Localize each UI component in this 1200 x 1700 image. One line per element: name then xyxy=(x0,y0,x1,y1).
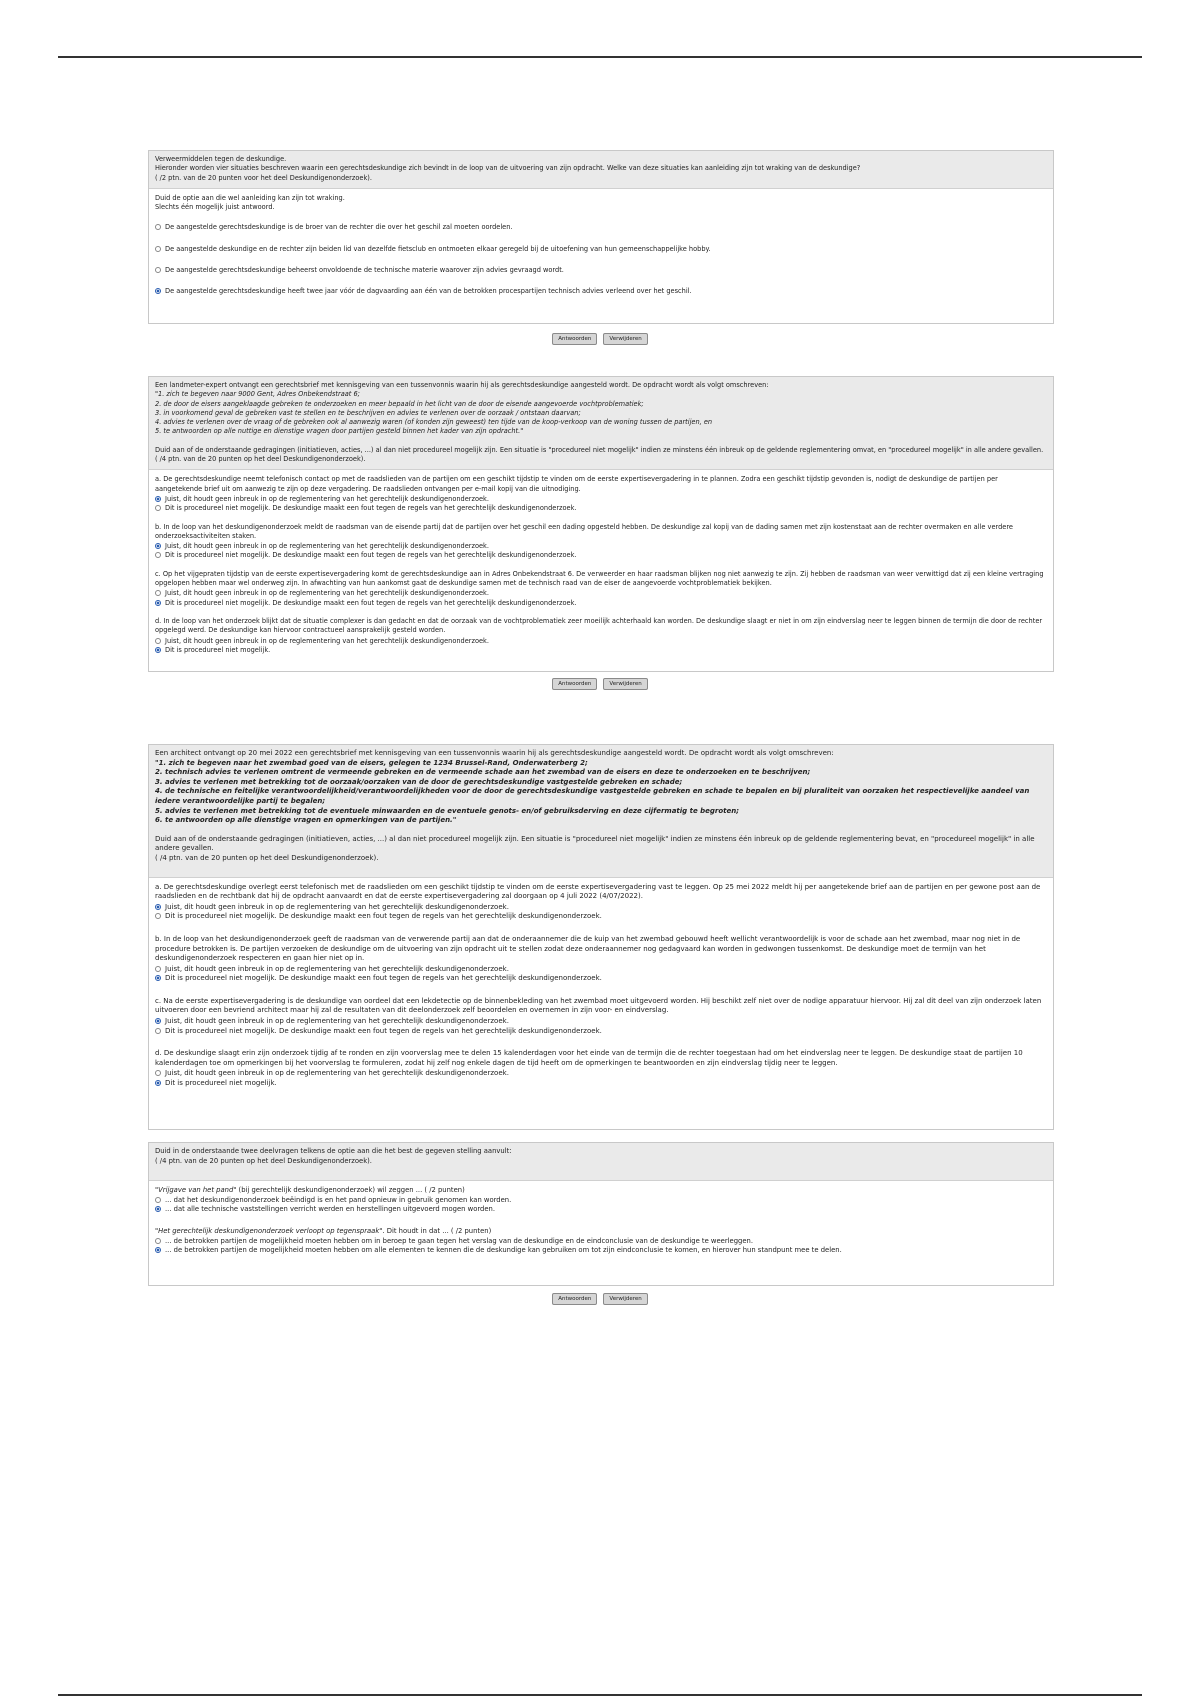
sub-question-d xyxy=(155,1049,1047,1088)
option-label: Juist, dit houdt geen inbreuk in op de reglementering van het gerechtelijk deskundigenonderzoek. xyxy=(165,1017,509,1026)
question-2-header xyxy=(149,377,1053,470)
question-1-option-c[interactable] xyxy=(155,266,1047,275)
option-label: De aangestelde deskundige en de rechter zijn beiden lid van dezelfde fietsclub en ontmoeten elkaar geregeld bij de uitoefening van hun gemeenschappelijke hobby. xyxy=(165,244,711,253)
radio-icon[interactable] xyxy=(155,913,161,919)
answer-button[interactable]: Antwoorden xyxy=(552,1293,597,1305)
mission-item: 3. advies te verlenen met betrekking tot de oorzaak/oorzaken van de door de gerechtsdeskundige vastgestelde gebreken en schade; xyxy=(155,777,683,786)
question-1-buttons xyxy=(148,333,1052,345)
question-1-body xyxy=(149,189,1053,303)
option-label: De aangestelde gerechtsdeskundige heeft twee jaar vóór de dagvaarding aan één van de betrokken procespartijen technisch advies verleend over het geschil. xyxy=(165,287,692,296)
radio-icon[interactable] xyxy=(155,224,161,230)
sub-question-text: b. In de loop van het deskundigenonderzoek meldt de raadsman van de eisende partij dat de partijen over het geschil een dading opgesteld hebben. De deskundige zal kopij van de dading samen met zijn kostenstaat aan de rechter overmaken en alle verdere onderzoeksactiviteiten staken. xyxy=(155,522,1013,540)
question-1-text: Hieronder worden vier situaties beschreven waarin een gerechtsdeskundige zich bevindt in de loop van de uitvoering van zijn opdracht. Welke van deze situaties kan aanleiding zijn tot wraking van de deskundige? xyxy=(155,164,861,173)
radio-selected-icon[interactable] xyxy=(155,1247,161,1253)
option-label: Dit is procedureel niet mogelijk. xyxy=(165,1079,277,1088)
option-label: De aangestelde gerechtsdeskundige beheerst onvoldoende de technische materie waarover zijn advies gevraagd wordt. xyxy=(165,266,564,275)
radio-icon[interactable] xyxy=(155,1070,161,1076)
radio-icon[interactable] xyxy=(155,246,161,252)
mission-item: "1. zich te begeven naar het zwembad goed van de eisers, gelegen te 1234 Brussel-Rand, Onderwaterberg 2; xyxy=(155,758,588,767)
question-1-instruction: Duid de optie aan die wel aanleiding kan zijn tot wraking. xyxy=(155,193,345,202)
option-label: Dit is procedureel niet mogelijk. De deskundige maakt een fout tegen de regels van het gerechtelijk deskundigenonderzoek. xyxy=(165,912,602,921)
sub-question-2-title xyxy=(155,1227,1047,1237)
question-3-header xyxy=(149,745,1053,878)
mission-item: 2. technisch advies te verlenen omtrent de vermeende gebreken en de vermeende schade aan het zwembad van de eisers en deze te onderzoeken en te beschrijven; xyxy=(155,768,811,777)
mission-item: 3. in voorkomend geval de gebreken vast te stellen en te beschrijven en advies te verlenen over de oorzaak / ontstaan daarvan; xyxy=(155,408,581,417)
radio-icon[interactable] xyxy=(155,638,161,644)
radio-selected-icon[interactable] xyxy=(155,543,161,549)
option-label: De aangestelde gerechtsdeskundige is de broer van de rechter die over het geschil zal moeten oordelen. xyxy=(165,223,513,232)
question-4-header xyxy=(149,1143,1053,1181)
question-3-panel xyxy=(148,744,1054,1130)
mission-item: "1. zich te begeven naar 9000 Gent, Adres Onbekendstraat 6; xyxy=(155,390,360,399)
option-yes[interactable] xyxy=(155,965,1047,975)
sub-question-2-quote: "Het gerechtelijk deskundigenonderzoek verloopt op tegenspraak" xyxy=(155,1226,383,1235)
option-label: Juist, dit houdt geen inbreuk in op de reglementering van het gerechtelijk deskundigenonderzoek. xyxy=(165,964,509,973)
sub-question-text: d. In de loop van het onderzoek blijkt dat de situatie complexer is dan gedacht en dat de oorzaak van de vochtproblematiek zeer moeilijk achterhaald kan worden. De deskundige slaagt er niet in om zijn eindverslag neer te leggen binnen de termijn die door de rechter opgelegd werd. De deskundige kan hiervoor contractueel aansprakelijk gesteld worden. xyxy=(155,616,1043,635)
sub-question-2-option-a[interactable] xyxy=(155,1237,1047,1247)
radio-selected-icon[interactable] xyxy=(155,1018,161,1024)
option-label: ... de betrokken partijen de mogelijkheid moeten hebben om in beroep te gaan tegen het verslag van de deskundige en de eindconclusie van de deskundige te weerleggen. xyxy=(165,1236,753,1245)
option-label: Dit is procedureel niet mogelijk. xyxy=(165,645,271,654)
sub-question-a xyxy=(155,883,1047,922)
mission-item: 4. advies te verlenen over de vraag of de gebreken ook al aanwezig waren (of konden zijn geweest) ten tijde van de koop-verkoop van de woning tussen de partijen, en xyxy=(155,418,713,427)
option-label: Dit is procedureel niet mogelijk. De deskundige maakt een fout tegen de regels van het gerechtelijk deskundigenonderzoek. xyxy=(165,598,577,607)
option-label: Juist, dit houdt geen inbreuk in op de reglementering van het gerechtelijk deskundigenonderzoek. xyxy=(165,1069,509,1078)
option-label: Juist, dit houdt geen inbreuk in op de reglementering van het gerechtelijk deskundigenonderzoek. xyxy=(165,589,489,598)
option-no[interactable] xyxy=(155,912,1047,922)
option-label: ... dat alle technische vaststellingen verricht werden en herstellingen uitgevoerd mogen worden. xyxy=(165,1205,496,1214)
option-yes[interactable] xyxy=(155,1017,1047,1027)
radio-selected-icon[interactable] xyxy=(155,1206,161,1212)
radio-icon[interactable] xyxy=(155,505,161,511)
question-1-header xyxy=(149,151,1053,189)
option-no[interactable] xyxy=(155,1079,1047,1089)
answer-button[interactable]: Antwoorden xyxy=(552,678,597,690)
clear-button[interactable]: Verwijderen xyxy=(603,1293,647,1305)
option-no[interactable] xyxy=(155,1027,1047,1037)
option-yes[interactable] xyxy=(155,495,1047,504)
radio-icon[interactable] xyxy=(155,267,161,273)
question-4-points: ( /4 ptn. van de 20 punten op het deel Deskundigenonderzoek). xyxy=(155,1156,372,1165)
radio-selected-icon[interactable] xyxy=(155,647,161,653)
radio-icon[interactable] xyxy=(155,966,161,972)
question-2-intro: Een landmeter-expert ontvangt een gerechtsbrief met kennisgeving van een tussenvonnis waarin hij als gerechtsdeskundige aangesteld wordt. De opdracht wordt als volgt omschreven: xyxy=(155,381,769,389)
option-label: Juist, dit houdt geen inbreuk in op de reglementering van het gerechtelijk deskundigenonderzoek. xyxy=(165,542,489,551)
option-label: ... de betrokken partijen de mogelijkheid moeten hebben om alle elementen te kennen die de deskundige kan gebruiken om tot zijn eindconclusie te komen, en hierover hun standpunt mee te delen. xyxy=(165,1246,842,1255)
radio-selected-icon[interactable] xyxy=(155,496,161,502)
question-2-points: ( /4 ptn. van de 20 punten op het deel Deskundigenonderzoek). xyxy=(155,455,366,464)
question-3-intro: Een architect ontvangt op 20 mei 2022 een gerechtsbrief met kennisgeving van een tussenvonnis waarin hij als gerechtsdeskundige aangesteld wordt. De opdracht wordt als volgt omschreven: xyxy=(155,749,834,757)
question-1-title: Verweermiddelen tegen de deskundige. xyxy=(155,155,287,163)
question-3-body xyxy=(149,878,1053,1095)
sub-question-1-title xyxy=(155,1186,1047,1196)
sub-question-a xyxy=(155,475,1047,513)
sub-question-c xyxy=(155,997,1047,1036)
question-4-text: Duid in de onderstaande twee deelvragen telkens de optie aan die het best de gegeven stelling aanvult: xyxy=(155,1147,512,1155)
sub-question-2-option-b[interactable] xyxy=(155,1246,1047,1256)
sub-question-1-rest: (bij gerechtelijk deskundigenonderzoek) wil zeggen ... ( /2 punten) xyxy=(236,1186,465,1195)
question-3-text: Duid aan of de onderstaande gedragingen (initiatieven, acties, ...) al dan niet procedureel mogelijk zijn. Een situatie is "procedureel niet mogelijk" indien ze minstens één inbreuk op de geldende reglementering bevat, en "procedureel mogelijk" in alle andere gevallen. xyxy=(155,834,1035,853)
mission-item: 5. te antwoorden op alle nuttige en dienstige vragen door partijen gesteld binnen het kader van zijn opdracht." xyxy=(155,427,524,436)
option-no[interactable] xyxy=(155,646,1047,655)
question-1-instruction-2: Slechts één mogelijk juist antwoord. xyxy=(155,203,275,212)
question-2-body xyxy=(149,470,1053,661)
option-label: Juist, dit houdt geen inbreuk in op de reglementering van het gerechtelijk deskundigenonderzoek. xyxy=(165,494,489,503)
option-label: Dit is procedureel niet mogelijk. De deskundige maakt een fout tegen de regels van het gerechtelijk deskundigenonderzoek. xyxy=(165,974,602,983)
question-2-buttons xyxy=(148,678,1052,690)
option-yes[interactable] xyxy=(155,542,1047,551)
sub-question-text: c. Op het vijgepraten tijdstip van de eerste expertisevergadering komt de gerechtsdeskundige aan in Adres Onbekendstraat 6. De verweerder en haar raadsman blijken nog niet aanwezig te zijn. Zij hebben de raadsman van weer verwittigd dat zij een kleine vertraging opgelopen hebben maar wel onderweg zijn. In afwachting van hun aankomst gaat de deskundige samen met de technisch raad van de eiser de aangevoerde vochtproblematiek bekijken. xyxy=(155,569,1044,588)
sub-question-b xyxy=(155,523,1047,561)
option-yes[interactable] xyxy=(155,903,1047,913)
question-1-panel xyxy=(148,150,1054,324)
option-label: Dit is procedureel niet mogelijk. De deskundige maakt een fout tegen de regels van het gerechtelijk deskundigenonderzoek. xyxy=(165,551,577,560)
sub-question-b xyxy=(155,935,1047,984)
mission-item: 4. de technische en feitelijke verantwoordelijkheid/verantwoordelijkheden voor de door de gerechtsdeskundige vastgestelde gebreken en schade te bepalen en bij pluraliteit van oorzaken het respectievelijke aandeel van iedere verantwoordelijke partij te begalen; xyxy=(155,787,1030,805)
option-yes[interactable] xyxy=(155,637,1047,646)
sub-question-1-quote: "Vrijgave van het pand" xyxy=(155,1186,237,1195)
question-1-points: ( /2 ptn. van de 20 punten voor het deel Deskundigenonderzoek). xyxy=(155,173,372,182)
option-label: Juist, dit houdt geen inbreuk in op de reglementering van het gerechtelijk deskundigenonderzoek. xyxy=(165,636,489,645)
option-label: ... dat het deskundigenonderzoek beëindigd is en het pand opnieuw in gebruik genomen kan worden. xyxy=(165,1195,512,1204)
question-2-text: Duid aan of de onderstaande gedragingen (initiatieven, acties, ...) al dan niet procedureel mogelijk zijn. Een situatie is "procedureel niet mogelijk" indien ze minstens één inbreuk op de geldende reglementering omvat, en "procedureel mogelijk" in alle andere gevallen. xyxy=(155,445,1044,454)
option-no[interactable] xyxy=(155,504,1047,513)
sub-question-text: a. De gerechtsdeskundige overlegt eerst telefonisch met de raadslieden om een geschikt tijdstip te vinden om de eerste expertisevergadering vast te leggen. Op 25 mei 2022 meldt hij per aangetekende brief aan de partijen en per gewone post aan de raadslieden en de rechtbank dat hij de opdracht aanvaardt en dat de eerste expertisevergadering zal doorgaan op 4 juli 2022 (4/07/2022). xyxy=(155,882,1041,901)
option-no[interactable] xyxy=(155,599,1047,608)
sub-question-text: d. De deskundige slaagt erin zijn onderzoek tijdig af te ronden en zijn voorverslag mee te delen 15 kalenderdagen voor het einde van de termijn die de rechter toegestaan had om het eindverslag neer te leggen. De deskundige staat de partijen 10 kalenderdagen toe om opmerkingen bij het voorverslag te formuleren, zodat hij zelf nog enkele dagen de tijd heeft om de opmerkingen te beantwoorden en zijn eindverslag tijdig neer te leggen. xyxy=(155,1049,1023,1067)
mission-item: 5. advies te verlenen met betrekking tot de eventuele minwaarden en de eventuele genots- en/of gebruiksderving en deze cijfermatig te begroten; xyxy=(155,806,740,815)
option-no[interactable] xyxy=(155,974,1047,984)
question-4-body xyxy=(149,1181,1053,1262)
radio-selected-icon[interactable] xyxy=(155,288,161,294)
sub-question-1-option-b[interactable] xyxy=(155,1205,1047,1215)
radio-selected-icon[interactable] xyxy=(155,1080,161,1086)
radio-icon[interactable] xyxy=(155,590,161,596)
mission-item: 2. de door de eisers aangeklaagde gebreken te onderzoeken en meer bepaald in het licht van de door de eisende aangevoerde vochtproblematiek; xyxy=(155,399,644,408)
option-label: Dit is procedureel niet mogelijk. De deskundige maakt een fout tegen de regels van het gerechtelijk deskundigenonderzoek. xyxy=(165,504,577,513)
option-yes[interactable] xyxy=(155,589,1047,598)
question-1-option-b[interactable] xyxy=(155,245,1047,254)
radio-icon[interactable] xyxy=(155,1238,161,1244)
sub-question-d xyxy=(155,617,1047,655)
sub-question-c xyxy=(155,570,1047,608)
clear-button[interactable]: Verwijderen xyxy=(603,333,647,345)
mission-item: 6. te antwoorden op alle dienstige vragen en opmerkingen van de partijen." xyxy=(155,816,457,825)
sub-question-1-option-a[interactable] xyxy=(155,1196,1047,1206)
question-4-panel xyxy=(148,1142,1054,1286)
sub-question-text: a. De gerechtsdeskundige neemt telefonisch contact op met de raadslieden van de partijen om een geschikt tijdstip te vinden om de eerste expertisevergadering in te plannen. Zodra een geschikt tijdstip gevonden is, nodigt de deskundige de partijen per aangetekende brief uit om aanwezig te zijn op deze vergadering. De raadslieden ontvangen per e-mail kopij van die uitnodiging. xyxy=(155,475,998,493)
sub-question-text: c. Na de eerste expertisevergadering is de deskundige van oordeel dat een lekdetectie op de binnenbekleding van het zwembad moet uitgevoerd worden. Hij beschikt zelf niet over de nodige apparatuur hiervoor. Hij zal dit deel van zijn onderzoek laten uitvoeren door een bevriend architect maar hij zal de resultaten van dit deelonderzoek zelf beoordelen en overnemen in zijn voor- en eindverslag. xyxy=(155,996,1042,1015)
question-2-panel xyxy=(148,376,1054,672)
radio-selected-icon[interactable] xyxy=(155,904,161,910)
clear-button[interactable]: Verwijderen xyxy=(603,678,647,690)
option-no[interactable] xyxy=(155,551,1047,560)
radio-icon[interactable] xyxy=(155,552,161,558)
answer-button[interactable]: Antwoorden xyxy=(552,333,597,345)
question-3-points: ( /4 ptn. van de 20 punten op het deel Deskundigenonderzoek). xyxy=(155,853,379,862)
option-label: Dit is procedureel niet mogelijk. De deskundige maakt een fout tegen de regels van het gerechtelijk deskundigenonderzoek. xyxy=(165,1026,602,1035)
question-1-option-d[interactable] xyxy=(155,287,1047,296)
radio-selected-icon[interactable] xyxy=(155,975,161,981)
option-yes[interactable] xyxy=(155,1069,1047,1079)
sub-question-text: b. In de loop van het deskundigenonderzoek geeft de raadsman van de verwerende partij aan dat de onderaannemer die de kuip van het zwembad gebouwd heeft wellicht verantwoordelijk is voor de schade aan het zwembad, maar nog niet in de procedure betrokken is. De partijen verzoeken de deskundige om de uitvoering van zijn opdracht uit te stellen zodat deze onderaannemer nog gedagvaard kan worden in gedwongen tussenkomst. De deskundige moet de termijn van het deskundigenonderzoek respecteren en gaan hier niet op in. xyxy=(155,934,1021,963)
option-label: Juist, dit houdt geen inbreuk in op de reglementering van het gerechtelijk deskundigenonderzoek. xyxy=(165,902,509,911)
radio-icon[interactable] xyxy=(155,1028,161,1034)
top-rule xyxy=(58,56,1142,58)
bottom-rule xyxy=(58,1694,1142,1696)
radio-selected-icon[interactable] xyxy=(155,600,161,606)
radio-icon[interactable] xyxy=(155,1197,161,1203)
question-1-option-a[interactable] xyxy=(155,223,1047,232)
sub-question-2-rest: . Dit houdt in dat ... ( /2 punten) xyxy=(382,1226,492,1235)
question-4-buttons xyxy=(148,1293,1052,1305)
